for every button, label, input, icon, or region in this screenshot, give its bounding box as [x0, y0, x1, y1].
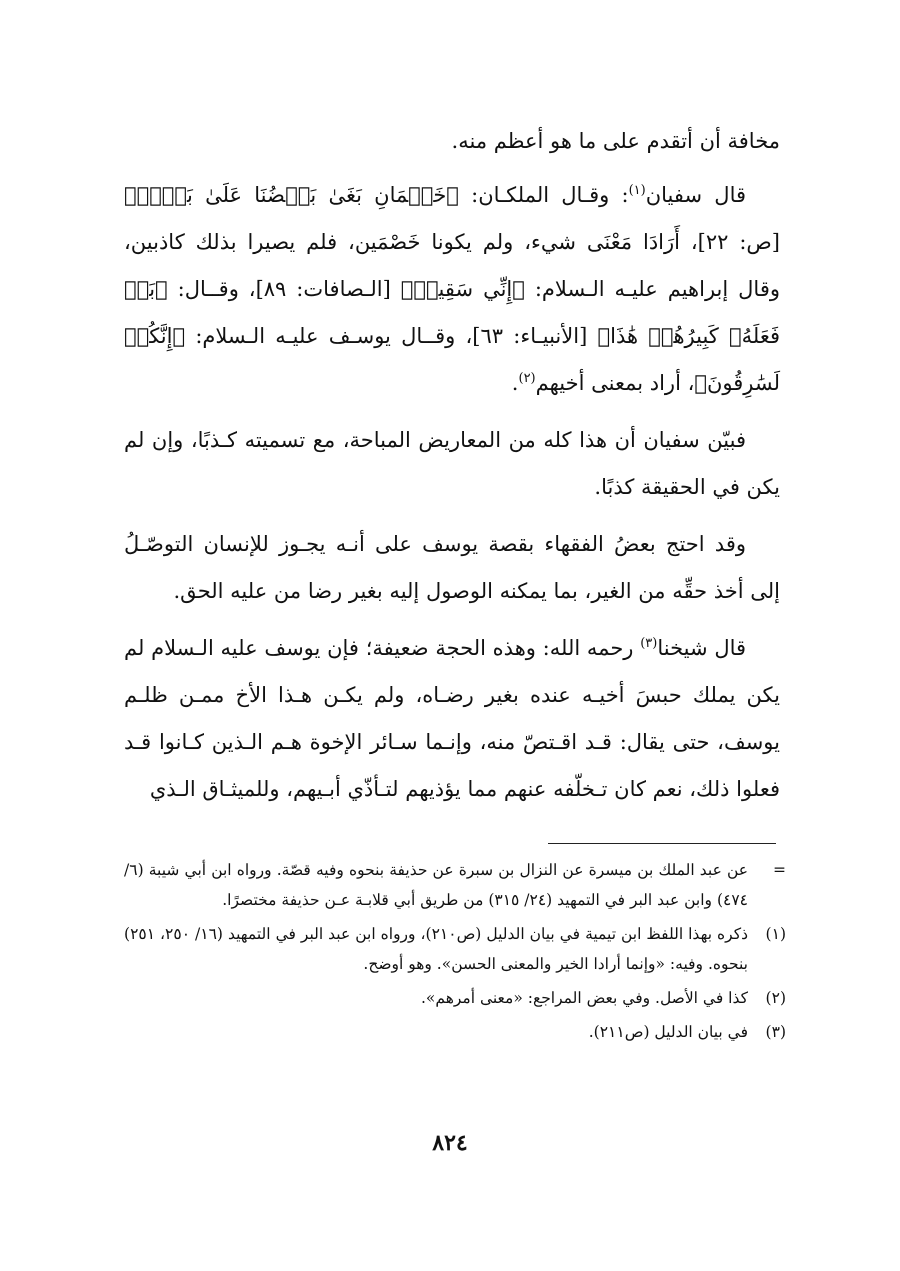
paragraph-4: وقد احتج بعضُ الفقهاء بقصة يوسف على أنـه يجـوز للإنسان التوصّـلُ إلى أخذ حقِّه من الغير، بما يمكنه الوصول إليه بغير رضا من عليه الحق.	[124, 532, 780, 603]
paragraph-2-text-2: : وقـال الملكـان:	[458, 183, 629, 207]
footnote-1	[124, 919, 786, 979]
footnote-ref-1[interactable]: (١)	[628, 183, 646, 198]
paragraph-2-text-1: قال سفيان	[645, 183, 746, 207]
quran-quote-3: ﴿بَلۡ فَعَلَهُۥ كَبِيرُهُمۡ هَٰذَا﴾	[124, 277, 781, 348]
paragraph-1: مخافة أن أتقدم على ما هو أعظم منه.	[451, 129, 780, 153]
footnote-3	[124, 1017, 786, 1047]
paragraph-2-text-7: .	[511, 371, 519, 395]
footnote-ref-2[interactable]: (٢)	[518, 371, 536, 386]
footnote-marker: (٢)	[765, 989, 786, 1007]
quran-quote-2: ﴿إِنِّي سَقِيمٞ﴾	[400, 277, 525, 301]
paragraph-2-text-3: [ص: ٢٢]، أَرَادَا مَعْنَى شيء، ولم يكونا خَصْمَين، فلم يصيرا بذلك كاذبين، وقال إبراهيم عليـه الـسلام:	[124, 230, 781, 301]
footnotes	[124, 855, 786, 1051]
main-text	[124, 118, 780, 813]
quran-quote-4: ﴿إِنَّكُمۡ لَسَٰرِقُونَ﴾	[124, 324, 780, 395]
paragraph-5-text-2: رحمه الله: وهذه الحجة ضعيفة؛ فإن يوسف عليه الـسلام لم يكن يملك حبسَ أخيـه عنده بغير رضـاه، ولم يكـن هـذا الأخ ممـن ظلـم يوسف، حتى يقال: قـد اقـتصّ منه، وإنـما سـائر الإخوة هـم الـذين كـانوا قـد فعلوا ذلك، نعم كان تـخلّفه عنهم مما يؤذيهم لتـأذّي أبـيهم، وللميثـاق الـذي	[124, 636, 780, 801]
footnote-text: عن عبد الملك بن ميسرة عن النزال بن سبرة عن حذيفة بنحوه وفيه قصّة. ورواه ابن أبي شيبة (٦/ ٤٧٤) وابن عبد البر في التمهيد (٢٤/ ٣١٥) من طريق أبي قلابـة عـن حذيفة مختصرًا.	[124, 861, 748, 909]
paragraph-5-text-1: قال شيخنا	[657, 636, 747, 660]
quran-quote-1: ﴿خَصۡمَانِ بَغَىٰ بَعۡضُنَا عَلَىٰ بَعۡضٖ﴾	[124, 183, 459, 207]
footnote-text: ذكره بهذا اللفظ ابن تيمية في بيان الدليل (ص٢١٠)، ورواه ابن عبد البر في التمهيد (١٦/ ٢٥٠، ٢٥١) بنحوه. وفيه: «وإنما أرادا الخير والمعنى الحسن». وهو أوضح.	[124, 925, 748, 973]
footnote-marker: =	[773, 861, 786, 879]
page-number: ٨٢٤	[432, 1130, 468, 1156]
footnote-text: في بيان الدليل (ص٢١١).	[588, 1023, 748, 1041]
paragraph-5	[124, 625, 780, 813]
paragraph-3: فبيّن سفيان أن هذا كله من المعاريض المباحة، مع تسميته كـذبًا، وإن لم يكن في الحقيقة كذبًا.	[124, 428, 780, 499]
footnote-2	[124, 983, 786, 1013]
paragraph-2-text-4: [الـصافات: ٨٩]، وقــال:	[167, 277, 401, 301]
footnote-continuation	[124, 855, 786, 915]
paragraph-2-text-6: ، أراد بمعنى أخيهم	[535, 371, 695, 395]
footnote-text: كذا في الأصل. وفي بعض المراجع: «معنى أمرهم».	[420, 989, 748, 1007]
footnote-marker: (٣)	[765, 1023, 786, 1041]
footnote-marker: (١)	[765, 925, 786, 943]
footnote-ref-3[interactable]: (٣)	[640, 636, 658, 651]
paragraph-2	[124, 172, 780, 407]
paragraph-2-text-5: [الأنبيـاء: ٦٣]، وقــال يوسـف عليـه الـسلام:	[185, 324, 598, 348]
footnote-separator	[548, 843, 776, 844]
